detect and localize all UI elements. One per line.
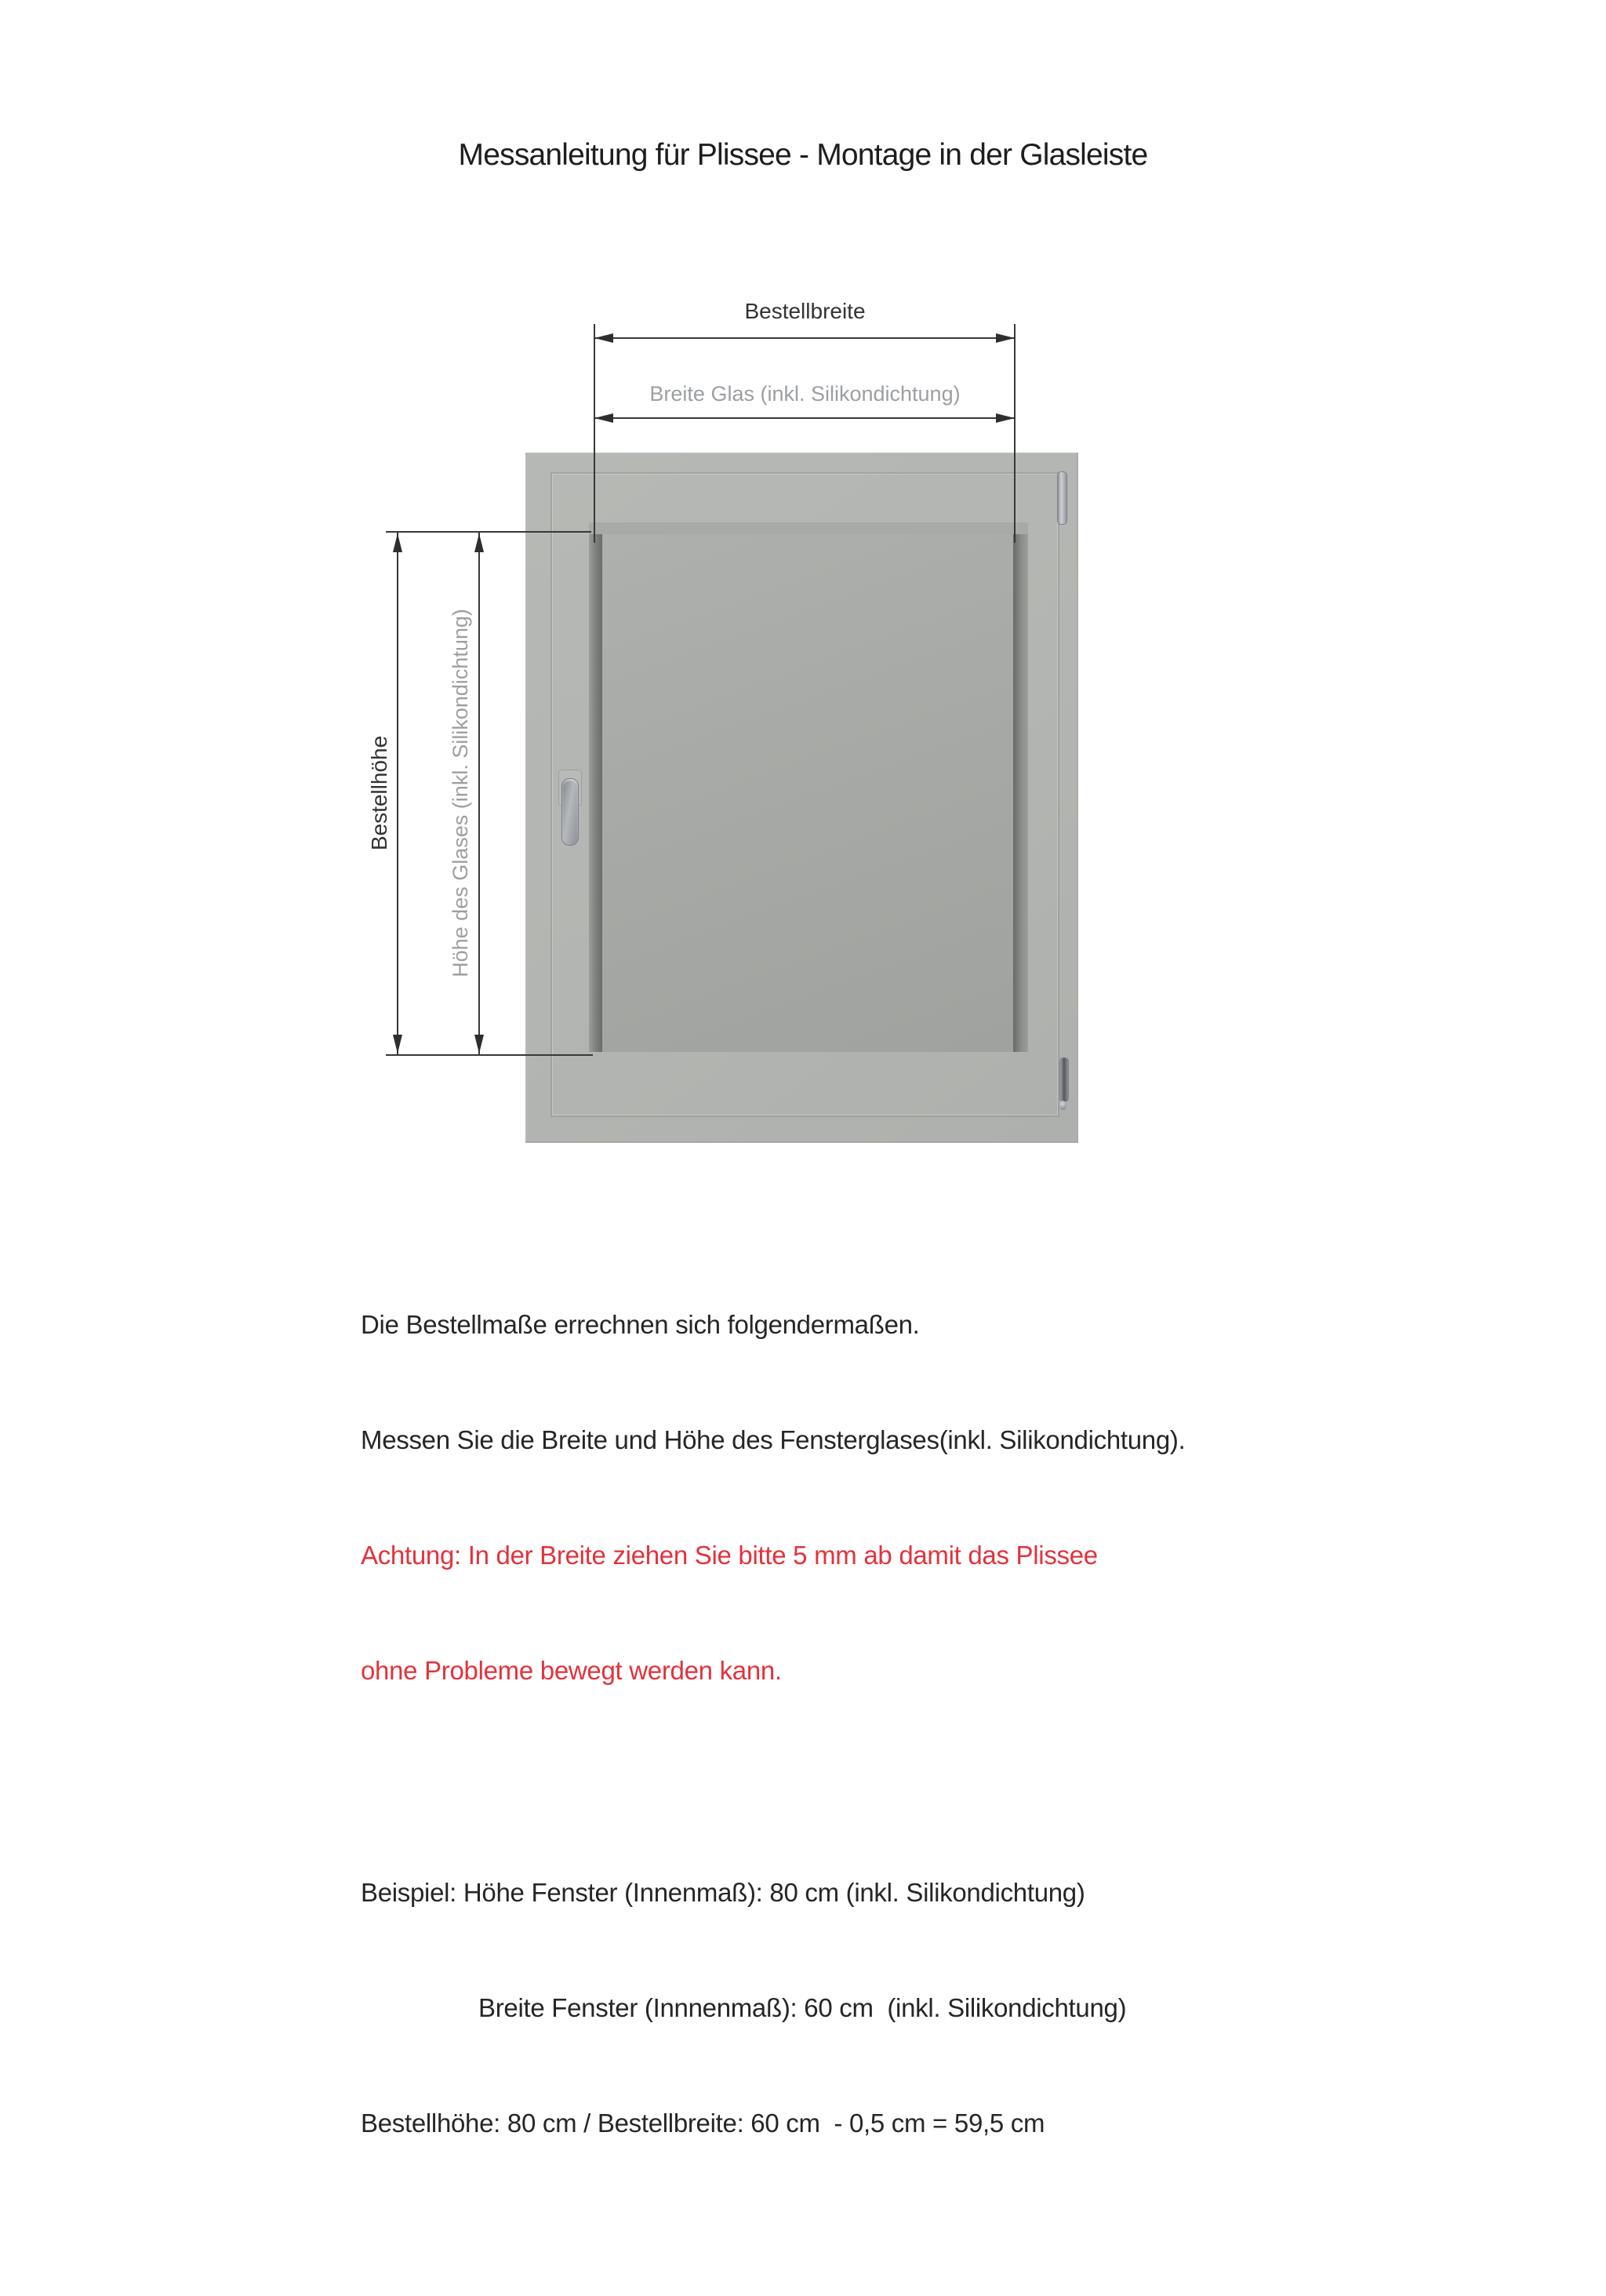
dim-arrowhead-down <box>474 1035 484 1053</box>
extension-line-width-right <box>1014 324 1016 543</box>
warning-line: ohne Probleme bewegt werden kann. <box>361 1656 782 1685</box>
order-height-dim-line <box>397 533 398 1054</box>
hinge-top <box>1057 471 1067 525</box>
hinge-bottom <box>1059 1057 1069 1102</box>
example-line: Breite Fenster (Innnenmaß): 60 cm (inkl. Silikondichtung) <box>478 1993 1127 2022</box>
dim-arrowhead-up <box>474 533 484 552</box>
extension-line-height-bottom <box>386 1054 593 1056</box>
dim-arrowhead-left <box>594 413 613 423</box>
instruction-line: Die Bestellmaße errechnen sich folgendermaßen. <box>361 1310 920 1339</box>
order-height-label: Bestellhöhe <box>367 735 391 851</box>
glass-width-dim-line <box>594 417 1015 419</box>
dim-arrowhead-left <box>594 333 613 343</box>
window-handle <box>561 778 579 846</box>
sash-edge-right <box>1013 534 1028 1052</box>
window-frame <box>525 453 1078 1143</box>
warning-line: Achtung: In der Breite ziehen Sie bitte 5 mm ab damit das Plissee <box>361 1541 1098 1570</box>
order-width-label: Bestellbreite <box>744 299 866 323</box>
dim-arrowhead-down <box>393 1035 402 1053</box>
example-block <box>361 1796 1185 2219</box>
example-line: Beispiel: Höhe Fenster (Innenmaß): 80 cm (inkl. Silikondichtung) <box>361 1878 1085 1907</box>
glass-pane <box>602 534 1013 1052</box>
example-line: Bestellhöhe: 80 cm / Bestellbreite: 60 cm - 0,5 cm = 59,5 cm <box>361 2109 1045 2138</box>
extension-line-height-top <box>386 531 591 533</box>
order-width-dim-line <box>594 337 1015 339</box>
dim-arrowhead-right <box>996 413 1015 423</box>
glass-height-label: Höhe des Glases (inkl. Silikondichtung) <box>449 609 472 977</box>
glass-width-label: Breite Glas (inkl. Silikondichtung) <box>649 382 961 406</box>
glass-height-dim-line <box>478 533 480 1054</box>
page-title: Messanleitung für Plissee - Montage in der Glasleiste <box>458 138 1148 172</box>
dim-arrowhead-up <box>393 533 402 552</box>
instructions-block <box>361 1228 1185 2296</box>
sash-edge-left <box>589 534 602 1052</box>
dim-arrowhead-right <box>996 333 1015 343</box>
instruction-line: Messen Sie die Breite und Höhe des Fensterglases(inkl. Silikondichtung). <box>361 1425 1186 1454</box>
sash-edge-bottom <box>586 1052 1034 1073</box>
hinge-bottom-knob <box>1059 1101 1066 1110</box>
extension-line-width-left <box>594 324 595 543</box>
